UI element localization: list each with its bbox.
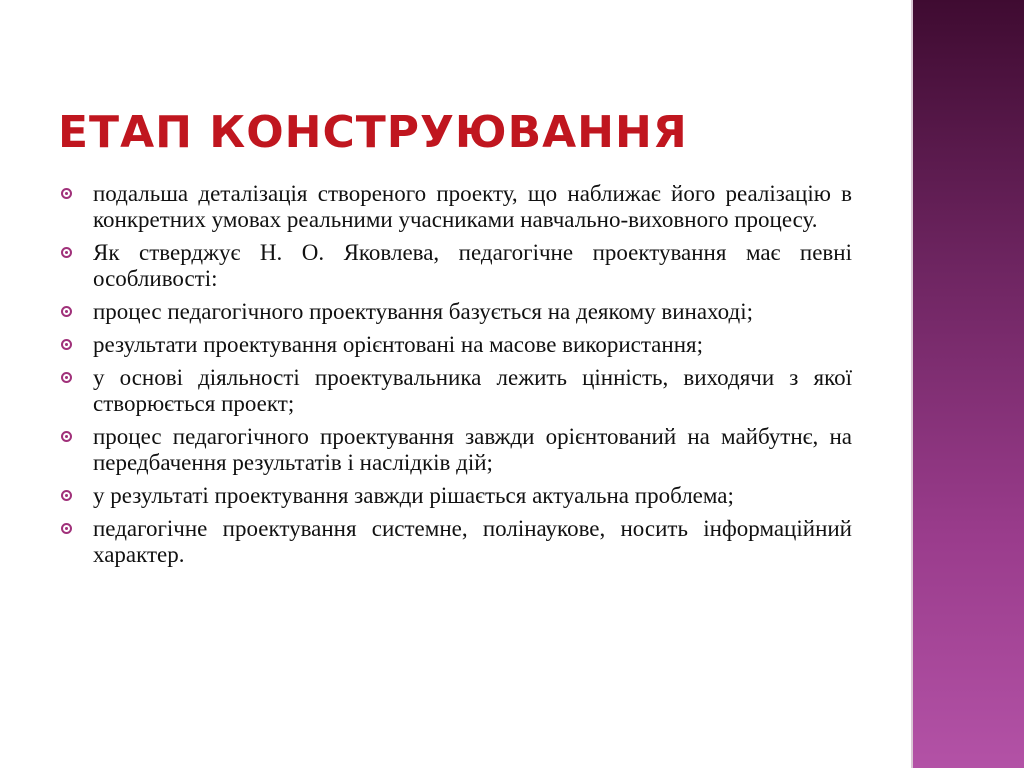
bullet-item bbox=[58, 424, 852, 476]
circle-bullet-icon bbox=[61, 247, 72, 258]
circle-bullet-icon bbox=[61, 188, 72, 199]
bullet-item bbox=[58, 181, 852, 233]
circle-bullet-icon bbox=[61, 490, 72, 501]
bullet-item bbox=[58, 299, 852, 325]
bullet-text: результати проектування орієнтовані на масове використання; bbox=[93, 332, 703, 357]
bullet-item bbox=[58, 483, 852, 509]
bullet-list bbox=[58, 181, 852, 575]
bullet-text: у основі діяльності проектувальника лежить цінність, виходячи з якої створюється проект; bbox=[93, 365, 852, 416]
circle-bullet-icon bbox=[61, 306, 72, 317]
circle-bullet-icon bbox=[61, 339, 72, 350]
circle-bullet-icon bbox=[61, 372, 72, 383]
circle-bullet-icon bbox=[61, 523, 72, 534]
bullet-item bbox=[58, 332, 852, 358]
slide-title: ЕТАП КОНСТРУЮВАННЯ bbox=[58, 107, 688, 158]
circle-bullet-icon bbox=[61, 431, 72, 442]
bullet-text: Як стверджує Н. О. Яковлева, педагогічне проектування має певні особливості: bbox=[93, 240, 852, 291]
bullet-text: подальша деталізація створеного проекту, що наближає його реалізацію в конкретних умовах реальними учасниками навчально-виховного процесу. bbox=[93, 181, 852, 232]
bullet-text: у результаті проектування завжди рішається актуальна проблема; bbox=[93, 483, 734, 508]
bullet-text: педагогічне проектування системне, полінаукове, носить інформаційний характер. bbox=[93, 516, 852, 567]
bullet-item bbox=[58, 240, 852, 292]
bullet-text: процес педагогічного проектування базується на деякому винаході; bbox=[93, 299, 754, 324]
side-decorative-band bbox=[913, 0, 1024, 768]
bullet-item bbox=[58, 516, 852, 568]
bullet-item bbox=[58, 365, 852, 417]
bullet-text: процес педагогічного проектування завжди орієнтований на майбутнє, на передбачення результатів і наслідків дій; bbox=[93, 424, 852, 475]
